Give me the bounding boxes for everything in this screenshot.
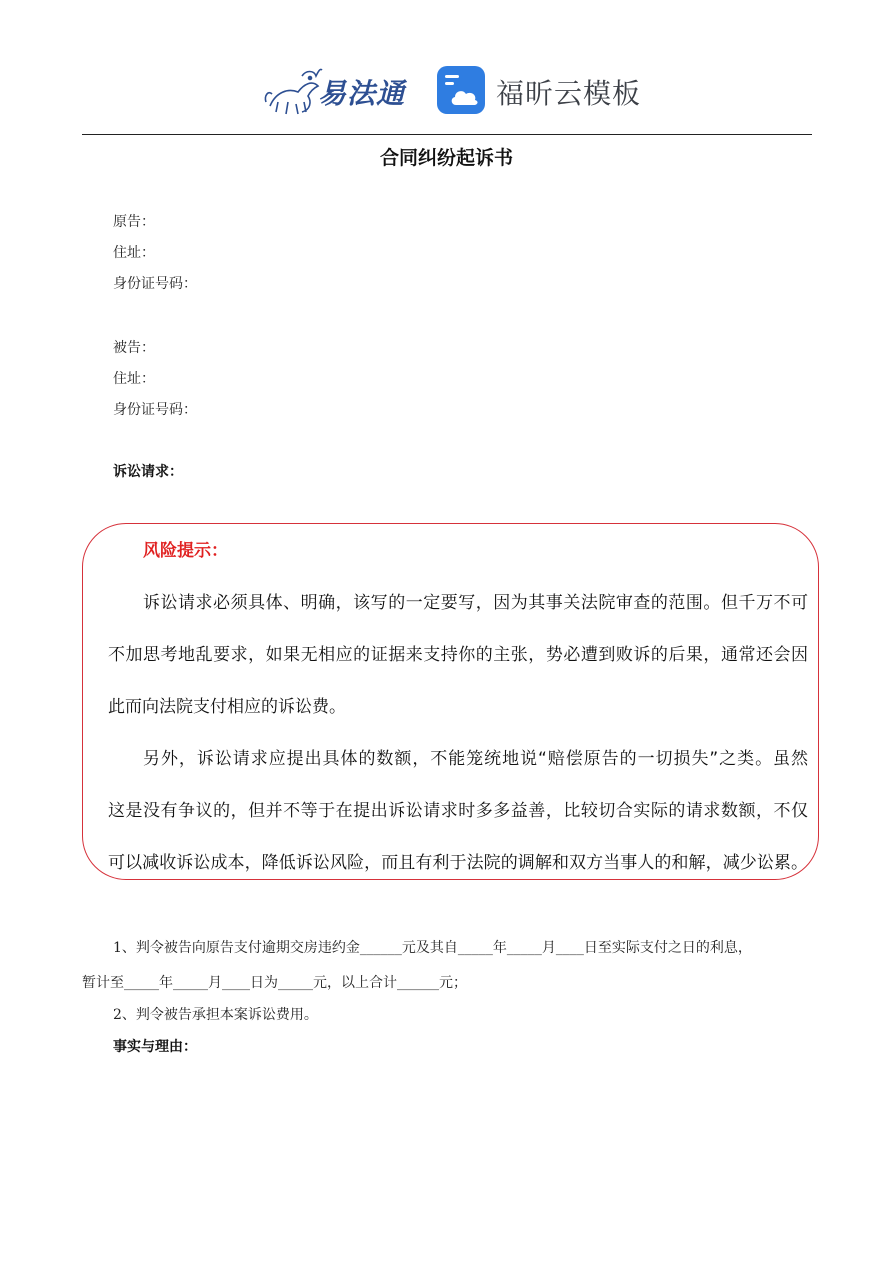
risk-tip-line: 此而向法院支付相应的诉讼费。 bbox=[108, 697, 346, 717]
defendant-name-label: 被告： bbox=[113, 340, 155, 356]
defendant-id-label: 身份证号码： bbox=[113, 402, 197, 418]
fuxin-cloud-icon bbox=[436, 65, 486, 115]
header-divider bbox=[82, 134, 812, 135]
risk-tip-title: 风险提示： bbox=[143, 541, 228, 561]
claim-item: 1、判令被告向原告支付逾期交房违约金______元及其自_____年_____月____日至实际支付之日的利息， bbox=[113, 940, 752, 956]
risk-tip-line: 诉讼请求必须具体、明确，该写的一定要写，因为其事关法院审查的范围。但千万不可 bbox=[143, 593, 808, 613]
claim-item: 暂计至_____年_____月____日为_____元，以上合计______元； bbox=[82, 975, 467, 991]
risk-tip-line: 这是没有争议的，但并不等于在提出诉讼请求时多多益善，比较切合实际的请求数额，不仅 bbox=[108, 801, 808, 821]
risk-tip-line: 另外，诉讼请求应提出具体的数额，不能笼统地说“赔偿原告的一切损失”之类。虽然 bbox=[143, 749, 808, 769]
document-title: 合同纠纷起诉书 bbox=[379, 147, 513, 169]
plaintiff-id-label: 身份证号码： bbox=[113, 276, 197, 292]
plaintiff-name-label: 原告： bbox=[113, 214, 155, 230]
defendant-address-label: 住址： bbox=[113, 371, 155, 387]
claim-item: 2、判令被告承担本案诉讼费用。 bbox=[113, 1007, 318, 1023]
facts-heading: 事实与理由： bbox=[113, 1039, 197, 1055]
logo-right-text: 福昕云模板 bbox=[496, 77, 642, 110]
plaintiff-address-label: 住址： bbox=[113, 245, 155, 261]
risk-tip-line: 不加思考地乱要求，如果无相应的证据来支持你的主张，势必遭到败诉的后果，通常还会因 bbox=[108, 645, 808, 665]
risk-tip-line: 可以减收诉讼成本，降低诉讼风险，而且有利于法院的调解和双方当事人的和解，减少讼累。 bbox=[108, 853, 808, 873]
header-logos bbox=[0, 60, 893, 122]
claims-heading: 诉讼请求： bbox=[113, 464, 183, 480]
logo-left-text: 易法通 bbox=[318, 77, 406, 110]
